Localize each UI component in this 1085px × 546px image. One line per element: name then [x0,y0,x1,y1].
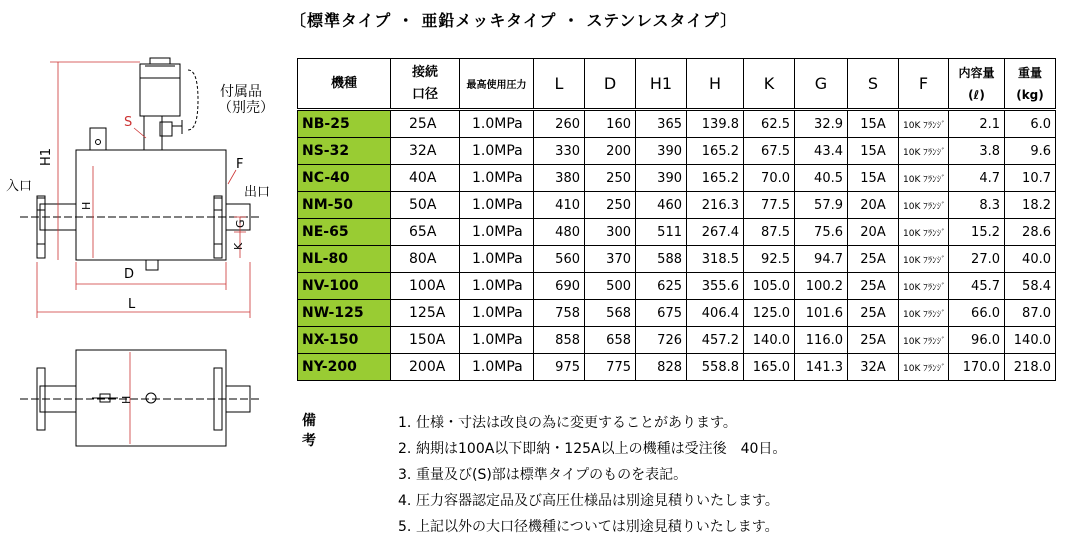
table-header-row [298,59,1056,110]
dim-h1-label: H1 [39,147,54,166]
cell-h1: 726 [636,327,687,354]
cell-g: 43.4 [795,138,848,165]
cell-h1: 511 [636,219,687,246]
cell-weight: 9.6 [1005,138,1056,165]
accessory-sub-label: （別売） [218,100,274,116]
cell-volume: 15.2 [949,219,1005,246]
dim-h-label: H [80,201,93,210]
cell-g: 32.9 [795,110,848,138]
table-row [298,192,1056,219]
cell-h: 457.2 [687,327,744,354]
cell-model: NL-80 [298,246,391,273]
cell-d: 250 [585,165,636,192]
cell-h1: 460 [636,192,687,219]
cell-g: 101.6 [795,300,848,327]
cell-volume: 45.7 [949,273,1005,300]
note-text: 仕様・寸法は改良の為に変更することがあります。 [416,415,737,431]
cell-l: 260 [534,110,585,138]
cell-port: 200A [391,354,460,381]
cell-pressure: 1.0MPa [460,273,534,300]
cell-l: 380 [534,165,585,192]
cell-pressure: 1.0MPa [460,354,534,381]
note-item [398,410,786,436]
dim-f-label: F [236,157,244,172]
cell-s: 15A [848,110,899,138]
table-row [298,138,1056,165]
dim-g-label: G [234,219,247,228]
table-row [298,354,1056,381]
cell-port: 65A [391,219,460,246]
note-number: 2. [398,441,412,457]
cell-h1: 365 [636,110,687,138]
cell-d: 775 [585,354,636,381]
tank-body [76,150,226,260]
cell-port: 32A [391,138,460,165]
table-row [298,165,1056,192]
cell-h: 165.2 [687,165,744,192]
note-item [398,462,786,488]
cell-l: 410 [534,192,585,219]
col-volume: 内容量 (ℓ) [949,59,1005,110]
cell-volume: 2.1 [949,110,1005,138]
cell-h: 406.4 [687,300,744,327]
cell-s: 25A [848,246,899,273]
cell-model: NB-25 [298,110,391,138]
cell-volume: 8.3 [949,192,1005,219]
cell-model: NC-40 [298,165,391,192]
cell-port: 100A [391,273,460,300]
table-row [298,300,1056,327]
col-model: 機種 [298,59,391,110]
notes-label: 備考 [302,413,316,449]
cell-k: 87.5 [744,219,795,246]
cell-h1: 675 [636,300,687,327]
cell-weight: 6.0 [1005,110,1056,138]
cell-g: 40.5 [795,165,848,192]
accessory-label: 付属品 [220,84,262,100]
cell-pressure: 1.0MPa [460,327,534,354]
col-l: L [534,59,585,110]
cell-h: 267.4 [687,219,744,246]
air-vent-valve [140,64,180,116]
cell-s: 20A [848,192,899,219]
cell-g: 75.6 [795,219,848,246]
col-f: F [899,59,949,110]
cell-k: 77.5 [744,192,795,219]
cell-weight: 218.0 [1005,354,1056,381]
cell-f: 10K ﾌﾗﾝｼﾞ [899,110,949,138]
inlet-label: 入口 [6,179,33,194]
cell-d: 200 [585,138,636,165]
cell-port: 25A [391,110,460,138]
cell-pressure: 1.0MPa [460,246,534,273]
cell-pressure: 1.0MPa [460,110,534,138]
note-text: 圧力容器認定品及び高圧仕様品は別途見積りいたします。 [416,493,779,509]
cell-f: 10K ﾌﾗﾝｼﾞ [899,219,949,246]
cell-h1: 588 [636,246,687,273]
cell-weight: 28.6 [1005,219,1056,246]
cell-d: 568 [585,300,636,327]
cell-h: 165.2 [687,138,744,165]
cell-volume: 4.7 [949,165,1005,192]
spec-table [297,58,1056,381]
dim-k-label: K [232,242,245,250]
note-text: 納期は100A以下即納・125A以上の機種は受注後 40日。 [416,441,787,457]
dim-d-label: D [124,267,135,282]
note-text: 上記以外の大口径機種については別途見積りいたします。 [416,519,779,535]
note-number: 4. [398,493,412,509]
notes-list [398,410,786,540]
cell-g: 100.2 [795,273,848,300]
note-number: 1. [398,415,412,431]
cell-h1: 625 [636,273,687,300]
cell-d: 500 [585,273,636,300]
plan-view [20,350,262,446]
col-h1: H1 [636,59,687,110]
cell-weight: 140.0 [1005,327,1056,354]
cell-k: 62.5 [744,110,795,138]
cell-model: NE-65 [298,219,391,246]
cell-s: 32A [848,354,899,381]
cell-volume: 27.0 [949,246,1005,273]
cell-h: 558.8 [687,354,744,381]
cell-f: 10K ﾌﾗﾝｼﾞ [899,354,949,381]
inlet-flange [37,198,45,258]
cell-pressure: 1.0MPa [460,138,534,165]
cell-h: 216.3 [687,192,744,219]
cell-f: 10K ﾌﾗﾝｼﾞ [899,327,949,354]
cell-k: 67.5 [744,138,795,165]
page-title: 〔標準タイプ ・ 亜鉛メッキタイプ ・ ステンレスタイプ〕 [290,11,738,30]
cell-volume: 66.0 [949,300,1005,327]
table-row [298,219,1056,246]
cell-f: 10K ﾌﾗﾝｼﾞ [899,273,949,300]
technical-drawing [0,0,290,546]
cell-pressure: 1.0MPa [460,192,534,219]
col-h: H [687,59,744,110]
cell-model: NW-125 [298,300,391,327]
cell-h1: 390 [636,165,687,192]
cell-s: 20A [848,219,899,246]
cell-weight: 40.0 [1005,246,1056,273]
cell-weight: 87.0 [1005,300,1056,327]
cell-model: NV-100 [298,273,391,300]
cell-pressure: 1.0MPa [460,219,534,246]
cell-k: 165.0 [744,354,795,381]
cell-f: 10K ﾌﾗﾝｼﾞ [899,165,949,192]
cell-k: 140.0 [744,327,795,354]
cell-weight: 58.4 [1005,273,1056,300]
note-item [398,488,786,514]
cell-g: 116.0 [795,327,848,354]
cell-port: 50A [391,192,460,219]
note-item [398,514,786,540]
cell-port: 80A [391,246,460,273]
cell-weight: 10.7 [1005,165,1056,192]
cell-h1: 390 [636,138,687,165]
cell-h: 355.6 [687,273,744,300]
col-d: D [585,59,636,110]
cell-pressure: 1.0MPa [460,165,534,192]
outlet-flange [214,198,222,258]
dim-h-plan-label: H [120,395,133,404]
cell-port: 40A [391,165,460,192]
table-row [298,110,1056,138]
col-port: 接続 口径 [391,59,460,110]
cell-d: 370 [585,246,636,273]
cell-k: 125.0 [744,300,795,327]
cell-volume: 3.8 [949,138,1005,165]
cell-l: 330 [534,138,585,165]
cell-s: 25A [848,273,899,300]
table-row [298,246,1056,273]
cell-l: 758 [534,300,585,327]
cell-k: 70.0 [744,165,795,192]
note-number: 5. [398,519,412,535]
cell-volume: 96.0 [949,327,1005,354]
cell-g: 94.7 [795,246,848,273]
cell-g: 57.9 [795,192,848,219]
cell-h1: 828 [636,354,687,381]
cell-l: 690 [534,273,585,300]
cell-k: 92.5 [744,246,795,273]
cell-model: NY-200 [298,354,391,381]
cell-port: 150A [391,327,460,354]
cell-s: 25A [848,327,899,354]
cell-s: 15A [848,165,899,192]
cell-g: 141.3 [795,354,848,381]
cell-l: 560 [534,246,585,273]
note-item [398,436,786,462]
col-s: S [848,59,899,110]
col-weight: 重量 (kg) [1005,59,1056,110]
cell-s: 25A [848,300,899,327]
cell-pressure: 1.0MPa [460,300,534,327]
dim-l-label: L [128,297,136,312]
cell-f: 10K ﾌﾗﾝｼﾞ [899,300,949,327]
cell-f: 10K ﾌﾗﾝｼﾞ [899,138,949,165]
table-row [298,273,1056,300]
cell-d: 250 [585,192,636,219]
cell-d: 658 [585,327,636,354]
cell-model: NS-32 [298,138,391,165]
cell-l: 480 [534,219,585,246]
outlet-label: 出口 [244,185,271,200]
cell-k: 105.0 [744,273,795,300]
col-k: K [744,59,795,110]
table-row [298,327,1056,354]
cell-s: 15A [848,138,899,165]
note-number: 3. [398,467,412,483]
cell-d: 160 [585,110,636,138]
cell-weight: 18.2 [1005,192,1056,219]
cell-f: 10K ﾌﾗﾝｼﾞ [899,246,949,273]
cell-port: 125A [391,300,460,327]
cell-d: 300 [585,219,636,246]
cell-l: 858 [534,327,585,354]
col-g: G [795,59,848,110]
dim-s-label: S [124,115,133,130]
cell-f: 10K ﾌﾗﾝｼﾞ [899,192,949,219]
col-pressure: 最高使用圧力 [460,59,534,110]
cell-h: 139.8 [687,110,744,138]
note-text: 重量及び(S)部は標準タイプのものを表記。 [416,467,688,483]
cell-h: 318.5 [687,246,744,273]
cell-l: 975 [534,354,585,381]
cell-volume: 170.0 [949,354,1005,381]
cell-model: NX-150 [298,327,391,354]
cell-model: NM-50 [298,192,391,219]
